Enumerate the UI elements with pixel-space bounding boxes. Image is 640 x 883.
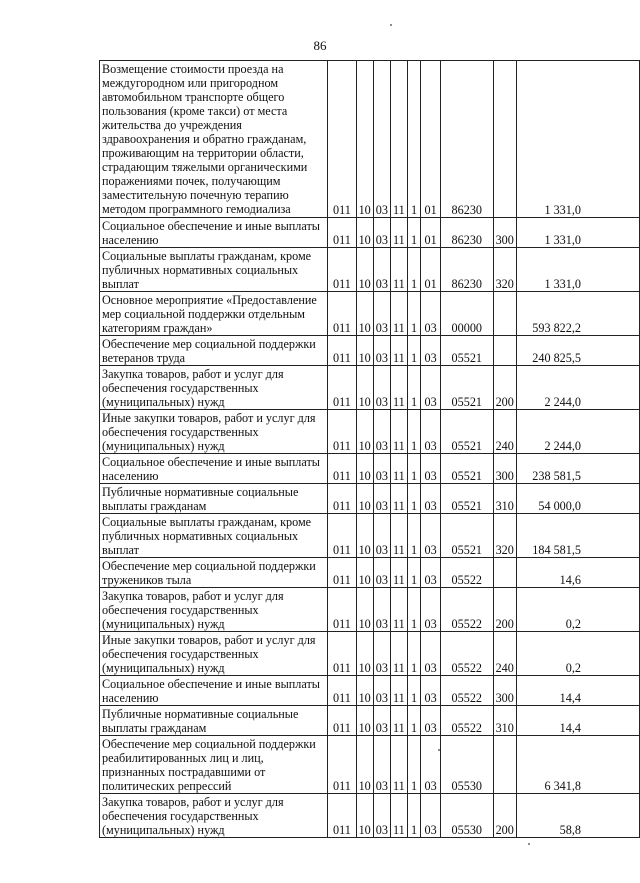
row-direction-code: 05530 bbox=[440, 794, 493, 838]
row-section-code: 10 bbox=[356, 736, 373, 794]
row-activity-code: 03 bbox=[421, 336, 441, 366]
row-activity-code: 03 bbox=[421, 706, 441, 736]
row-activity-code: 03 bbox=[421, 632, 441, 676]
row-subprogram-code: 1 bbox=[407, 484, 421, 514]
row-subsection-code: 03 bbox=[373, 366, 390, 410]
row-activity-code: 01 bbox=[421, 61, 441, 218]
row-expense-type: 300 bbox=[493, 676, 516, 706]
row-section-code: 10 bbox=[356, 706, 373, 736]
row-program-code: 11 bbox=[390, 676, 407, 706]
table-row bbox=[100, 336, 640, 366]
row-activity-code: 03 bbox=[421, 366, 441, 410]
row-section-code: 10 bbox=[356, 484, 373, 514]
row-section-code: 10 bbox=[356, 676, 373, 706]
row-amount: 14,6 bbox=[516, 558, 639, 588]
row-ministry-code: 011 bbox=[328, 706, 356, 736]
table-row bbox=[100, 676, 640, 706]
row-ministry-code: 011 bbox=[328, 676, 356, 706]
row-expense-type bbox=[493, 736, 516, 794]
table-row bbox=[100, 61, 640, 218]
row-program-code: 11 bbox=[390, 410, 407, 454]
row-description: Социальные выплаты гражданам, кроме публичных нормативных социальных выплат bbox=[100, 514, 328, 558]
row-section-code: 10 bbox=[356, 514, 373, 558]
row-program-code: 11 bbox=[390, 484, 407, 514]
row-program-code: 11 bbox=[390, 736, 407, 794]
row-amount: 593 822,2 bbox=[516, 292, 639, 336]
row-expense-type: 300 bbox=[493, 218, 516, 248]
row-subprogram-code: 1 bbox=[407, 292, 421, 336]
row-section-code: 10 bbox=[356, 292, 373, 336]
row-expense-type: 200 bbox=[493, 366, 516, 410]
row-subsection-code: 03 bbox=[373, 218, 390, 248]
row-activity-code: 01 bbox=[421, 248, 441, 292]
row-description: Обеспечение мер социальной поддержки ветеранов труда bbox=[100, 336, 328, 366]
row-amount: 54 000,0 bbox=[516, 484, 639, 514]
row-subprogram-code: 1 bbox=[407, 454, 421, 484]
row-subsection-code: 03 bbox=[373, 706, 390, 736]
table-row bbox=[100, 218, 640, 248]
page-number: 86 bbox=[313, 38, 327, 53]
row-activity-code: 03 bbox=[421, 676, 441, 706]
row-direction-code: 05521 bbox=[440, 514, 493, 558]
row-subprogram-code: 1 bbox=[407, 366, 421, 410]
row-program-code: 11 bbox=[390, 454, 407, 484]
row-amount: 0,2 bbox=[516, 632, 639, 676]
row-subsection-code: 03 bbox=[373, 484, 390, 514]
row-description: Публичные нормативные социальные выплаты гражданам bbox=[100, 484, 328, 514]
row-activity-code: 03 bbox=[421, 588, 441, 632]
row-amount: 238 581,5 bbox=[516, 454, 639, 484]
row-subprogram-code: 1 bbox=[407, 410, 421, 454]
row-expense-type: 320 bbox=[493, 248, 516, 292]
row-expense-type: 240 bbox=[493, 410, 516, 454]
row-amount: 14,4 bbox=[516, 676, 639, 706]
row-subsection-code: 03 bbox=[373, 410, 390, 454]
row-expense-type: 310 bbox=[493, 706, 516, 736]
row-activity-code: 03 bbox=[421, 736, 441, 794]
row-expense-type: 200 bbox=[493, 588, 516, 632]
row-ministry-code: 011 bbox=[328, 366, 356, 410]
table-row bbox=[100, 514, 640, 558]
row-expense-type bbox=[493, 558, 516, 588]
row-amount: 1 331,0 bbox=[516, 218, 639, 248]
row-subprogram-code: 1 bbox=[407, 558, 421, 588]
row-description: Закупка товаров, работ и услуг для обеспечения государственных (муниципальных) нужд bbox=[100, 588, 328, 632]
row-subsection-code: 03 bbox=[373, 588, 390, 632]
row-ministry-code: 011 bbox=[328, 336, 356, 366]
table-row bbox=[100, 706, 640, 736]
row-section-code: 10 bbox=[356, 588, 373, 632]
table-row bbox=[100, 366, 640, 410]
row-activity-code: 03 bbox=[421, 558, 441, 588]
scan-speck bbox=[438, 749, 440, 751]
row-subprogram-code: 1 bbox=[407, 736, 421, 794]
row-direction-code: 05530 bbox=[440, 736, 493, 794]
row-subprogram-code: 1 bbox=[407, 706, 421, 736]
row-description: Социальное обеспечение и иные выплаты населению bbox=[100, 218, 328, 248]
row-direction-code: 05521 bbox=[440, 366, 493, 410]
row-expense-type bbox=[493, 292, 516, 336]
row-program-code: 11 bbox=[390, 706, 407, 736]
row-subsection-code: 03 bbox=[373, 632, 390, 676]
row-activity-code: 03 bbox=[421, 794, 441, 838]
row-ministry-code: 011 bbox=[328, 794, 356, 838]
row-program-code: 11 bbox=[390, 794, 407, 838]
row-direction-code: 05521 bbox=[440, 454, 493, 484]
row-section-code: 10 bbox=[356, 248, 373, 292]
row-subsection-code: 03 bbox=[373, 454, 390, 484]
row-activity-code: 03 bbox=[421, 514, 441, 558]
table-row bbox=[100, 410, 640, 454]
table-row bbox=[100, 588, 640, 632]
row-subprogram-code: 1 bbox=[407, 248, 421, 292]
row-program-code: 11 bbox=[390, 558, 407, 588]
row-amount: 14,4 bbox=[516, 706, 639, 736]
row-direction-code: 05522 bbox=[440, 706, 493, 736]
row-description: Социальные выплаты гражданам, кроме публичных нормативных социальных выплат bbox=[100, 248, 328, 292]
table-row bbox=[100, 558, 640, 588]
row-subsection-code: 03 bbox=[373, 558, 390, 588]
row-expense-type: 300 bbox=[493, 454, 516, 484]
row-ministry-code: 011 bbox=[328, 248, 356, 292]
row-subsection-code: 03 bbox=[373, 794, 390, 838]
row-program-code: 11 bbox=[390, 588, 407, 632]
row-amount: 6 341,8 bbox=[516, 736, 639, 794]
row-activity-code: 03 bbox=[421, 410, 441, 454]
row-amount: 1 331,0 bbox=[516, 248, 639, 292]
row-activity-code: 01 bbox=[421, 218, 441, 248]
row-direction-code: 05521 bbox=[440, 336, 493, 366]
row-program-code: 11 bbox=[390, 632, 407, 676]
row-direction-code: 00000 bbox=[440, 292, 493, 336]
row-direction-code: 05522 bbox=[440, 632, 493, 676]
row-expense-type: 200 bbox=[493, 794, 516, 838]
row-direction-code: 05522 bbox=[440, 588, 493, 632]
table-row bbox=[100, 292, 640, 336]
row-ministry-code: 011 bbox=[328, 588, 356, 632]
row-activity-code: 03 bbox=[421, 454, 441, 484]
row-subprogram-code: 1 bbox=[407, 632, 421, 676]
row-expense-type: 310 bbox=[493, 484, 516, 514]
row-amount: 2 244,0 bbox=[516, 366, 639, 410]
budget-table bbox=[99, 60, 640, 838]
table-row bbox=[100, 248, 640, 292]
row-section-code: 10 bbox=[356, 632, 373, 676]
row-subsection-code: 03 bbox=[373, 248, 390, 292]
row-description: Обеспечение мер социальной поддержки тружеников тыла bbox=[100, 558, 328, 588]
row-subsection-code: 03 bbox=[373, 336, 390, 366]
row-description: Закупка товаров, работ и услуг для обеспечения государственных (муниципальных) нужд bbox=[100, 794, 328, 838]
row-subsection-code: 03 bbox=[373, 292, 390, 336]
table-row bbox=[100, 794, 640, 838]
row-direction-code: 05521 bbox=[440, 484, 493, 514]
row-description: Обеспечение мер социальной поддержки реабилитированных лиц и лиц, признанных пострадавшими от политических репрессий bbox=[100, 736, 328, 794]
row-activity-code: 03 bbox=[421, 292, 441, 336]
row-section-code: 10 bbox=[356, 794, 373, 838]
row-amount: 0,2 bbox=[516, 588, 639, 632]
row-subprogram-code: 1 bbox=[407, 514, 421, 558]
row-subprogram-code: 1 bbox=[407, 61, 421, 218]
row-activity-code: 03 bbox=[421, 484, 441, 514]
row-program-code: 11 bbox=[390, 514, 407, 558]
row-expense-type: 320 bbox=[493, 514, 516, 558]
table-row bbox=[100, 736, 640, 794]
row-program-code: 11 bbox=[390, 292, 407, 336]
row-program-code: 11 bbox=[390, 218, 407, 248]
row-amount: 2 244,0 bbox=[516, 410, 639, 454]
row-direction-code: 05521 bbox=[440, 410, 493, 454]
row-ministry-code: 011 bbox=[328, 558, 356, 588]
row-description: Закупка товаров, работ и услуг для обеспечения государственных (муниципальных) нужд bbox=[100, 366, 328, 410]
row-description: Публичные нормативные социальные выплаты гражданам bbox=[100, 706, 328, 736]
row-subprogram-code: 1 bbox=[407, 336, 421, 366]
row-section-code: 10 bbox=[356, 61, 373, 218]
row-description: Возмещение стоимости проезда на междугородном или пригородном автомобильном транспорте общего пользования (кроме такси) от места жительства до учреждения здравоохранения и обратно гражданам, проживающим на территории области, страдающим тяжелыми органическими поражениями почек, получающим заместительную почечную терапию методом программного гемодиализа bbox=[100, 61, 328, 218]
row-section-code: 10 bbox=[356, 366, 373, 410]
row-subsection-code: 03 bbox=[373, 736, 390, 794]
row-ministry-code: 011 bbox=[328, 632, 356, 676]
row-section-code: 10 bbox=[356, 558, 373, 588]
row-subprogram-code: 1 bbox=[407, 676, 421, 706]
row-ministry-code: 011 bbox=[328, 61, 356, 218]
table-row bbox=[100, 632, 640, 676]
row-direction-code: 05522 bbox=[440, 558, 493, 588]
row-ministry-code: 011 bbox=[328, 736, 356, 794]
row-expense-type: 240 bbox=[493, 632, 516, 676]
row-description: Социальное обеспечение и иные выплаты населению bbox=[100, 676, 328, 706]
row-ministry-code: 011 bbox=[328, 484, 356, 514]
row-direction-code: 86230 bbox=[440, 248, 493, 292]
row-program-code: 11 bbox=[390, 366, 407, 410]
row-description: Иные закупки товаров, работ и услуг для обеспечения государственных (муниципальных) нужд bbox=[100, 410, 328, 454]
row-section-code: 10 bbox=[356, 336, 373, 366]
row-section-code: 10 bbox=[356, 454, 373, 484]
row-subprogram-code: 1 bbox=[407, 588, 421, 632]
row-expense-type bbox=[493, 61, 516, 218]
scan-speck bbox=[528, 843, 530, 845]
row-amount: 58,8 bbox=[516, 794, 639, 838]
row-ministry-code: 011 bbox=[328, 292, 356, 336]
row-ministry-code: 011 bbox=[328, 514, 356, 558]
row-description: Социальное обеспечение и иные выплаты населению bbox=[100, 454, 328, 484]
row-direction-code: 05522 bbox=[440, 676, 493, 706]
row-subprogram-code: 1 bbox=[407, 218, 421, 248]
row-program-code: 11 bbox=[390, 336, 407, 366]
row-subsection-code: 03 bbox=[373, 514, 390, 558]
row-section-code: 10 bbox=[356, 218, 373, 248]
row-description: Основное мероприятие «Предоставление мер социальной поддержки отдельным категориям граждан» bbox=[100, 292, 328, 336]
row-direction-code: 86230 bbox=[440, 218, 493, 248]
scan-speck bbox=[390, 24, 392, 26]
row-direction-code: 86230 bbox=[440, 61, 493, 218]
row-subsection-code: 03 bbox=[373, 61, 390, 218]
row-description: Иные закупки товаров, работ и услуг для обеспечения государственных (муниципальных) нужд bbox=[100, 632, 328, 676]
table-row bbox=[100, 484, 640, 514]
row-program-code: 11 bbox=[390, 248, 407, 292]
row-amount: 184 581,5 bbox=[516, 514, 639, 558]
row-subsection-code: 03 bbox=[373, 676, 390, 706]
row-section-code: 10 bbox=[356, 410, 373, 454]
row-amount: 240 825,5 bbox=[516, 336, 639, 366]
row-expense-type bbox=[493, 336, 516, 366]
table-row bbox=[100, 454, 640, 484]
row-amount: 1 331,0 bbox=[516, 61, 639, 218]
row-program-code: 11 bbox=[390, 61, 407, 218]
row-ministry-code: 011 bbox=[328, 454, 356, 484]
row-ministry-code: 011 bbox=[328, 410, 356, 454]
row-ministry-code: 011 bbox=[328, 218, 356, 248]
row-subprogram-code: 1 bbox=[407, 794, 421, 838]
